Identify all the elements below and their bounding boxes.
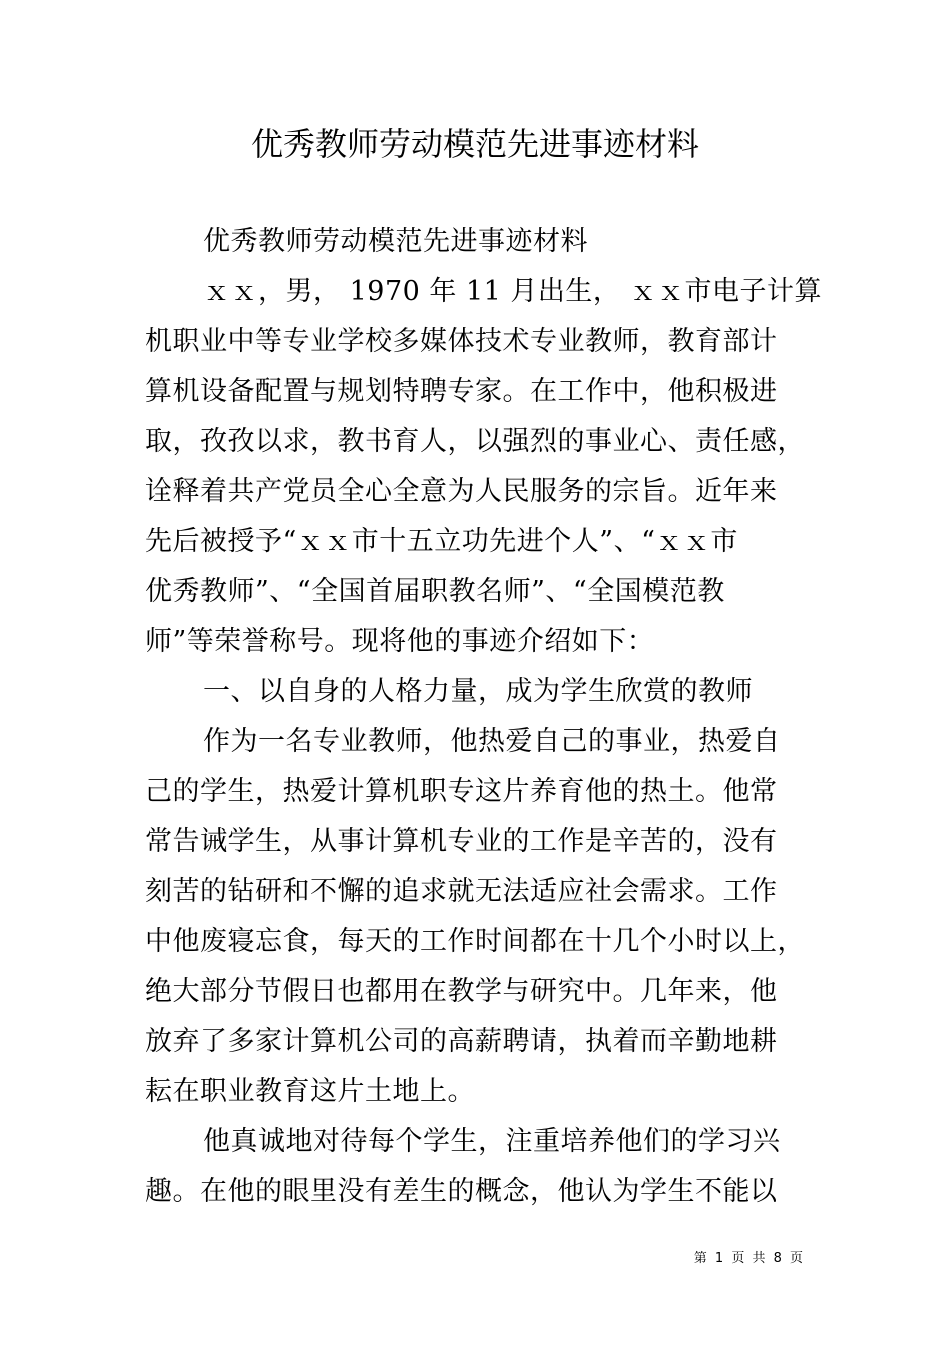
body-line: 他真诚地对待每个学生，注重培养他们的学习兴 [203,1126,781,1157]
page-number: 第 1 页 共 8 页 [693,1251,805,1266]
body-line: 己的学生，热爱计算机职专这片养育他的热土。他常 [145,776,778,807]
document-title: 优秀教师劳动模范先进事迹材料 [250,125,699,163]
section-heading: 一、以自身的人格力量，成为学生欣赏的教师 [203,676,753,707]
body-line: 作为一名专业教师，他热爱自己的事业，热爱自 [203,726,781,757]
body-line: ｘｘ，男， 1970 年 11 月出生， ｘｘ市电子计算 [203,276,822,307]
body-line: 中他废寝忘食，每天的工作时间都在十几个小时以上， [145,926,805,957]
body-line: 绝大部分节假日也都用在教学与研究中。几年来，他 [145,976,778,1007]
body-line: 刻苦的钻研和不懈的追求就无法适应社会需求。工作 [145,876,778,907]
body-line: 师”等荣誉称号。现将他的事迹介绍如下： [145,626,655,657]
body-line: 机职业中等专业学校多媒体技术专业教师，教育部计 [145,326,778,357]
body-line: 常告诫学生，从事计算机专业的工作是辛苦的，没有 [145,826,778,857]
body-line: 放弃了多家计算机公司的高薪聘请，执着而辛勤地耕 [145,1026,778,1057]
body-line: 先后被授予“ｘｘ市十五立功先进个人”、“ｘｘ市 [145,526,738,557]
body-line-subtitle: 优秀教师劳动模范先进事迹材料 [203,226,588,257]
body-line: 算机设备配置与规划特聘专家。在工作中，他积极进 [145,376,778,407]
body-line: 优秀教师”、“全国首届职教名师”、“全国模范教 [145,576,725,607]
body-line: 诠释着共产党员全心全意为人民服务的宗旨。近年来 [145,476,778,507]
body-line: 耘在职业教育这片土地上。 [145,1076,475,1107]
body-line: 取，孜孜以求，教书育人，以强烈的事业心、责任感， [145,426,805,457]
body-line: 趣。在他的眼里没有差生的概念，他认为学生不能以 [145,1176,778,1207]
